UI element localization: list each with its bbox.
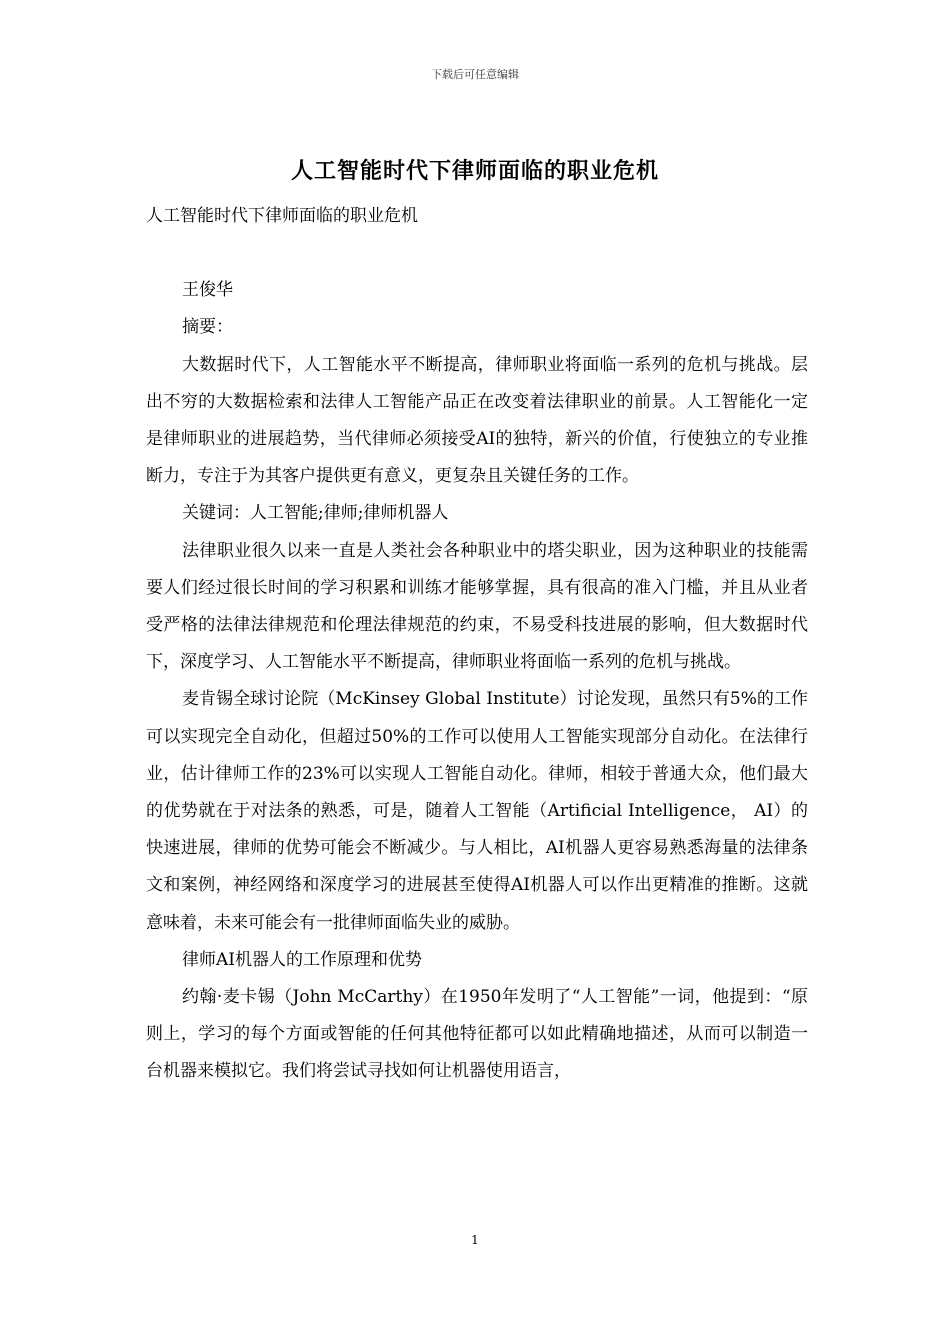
- subtitle: 人工智能时代下律师面临的职业危机: [146, 206, 418, 226]
- page-title: 人工智能时代下律师面临的职业危机: [290, 158, 659, 184]
- body-paragraph: 麦肯锡全球讨论院（McKinsey Global Institute）讨论发现，虽然只有5%的工作可以实现完全自动化，但超过50%的工作可以使用人工智能实现部分自动化。在法律行业，估计律师工作的23%可以实现人工智能自动化。律师，相较于普通大众，他们最大的优势就在于对法条的熟悉，可是，随着人工智能（Artificial Intelligence， AI）的快速进展，律师的优势可能会不断减少。与人相比，AI机器人更容易熟悉海量的法律条文和案例，神经网络和深度学习的进展甚至使得AI机器人可以作出更精准的推断。这就意味着，未来可能会有一批律师面临失业的威胁。: [146, 689, 808, 933]
- abstract-label: 摘要：: [182, 317, 233, 338]
- document-body: [146, 198, 808, 1091]
- body-paragraph: 法律职业很久以来一直是人类社会各种职业中的塔尖职业，因为这种职业的技能需要人们经过很长时间的学习积累和训练才能够掌握，具有很高的准入门槛，并且从业者受严格的法律法律规范和伦理法律规范的约束，不易受科技进展的影响，但大数据时代下，深度学习、人工智能水平不断提高，律师职业将面临一系列的危机与挑战。: [146, 540, 808, 673]
- page-number: 1: [471, 1233, 479, 1247]
- keywords: 关键词：人工智能;律师;律师机器人: [182, 503, 449, 524]
- blank-line: [146, 235, 808, 272]
- abstract-paragraph: 大数据时代下，人工智能水平不断提高，律师职业将面临一系列的危机与挑战。层出不穷的大数据检索和法律人工智能产品正在改变着法律职业的前景。人工智能化一定是律师职业的进展趋势，当代律师必须接受AI的独特，新兴的价值，行使独立的专业推断力，专注于为其客户提供更有意义，更复杂且关键任务的工作。: [146, 354, 808, 487]
- author: 王俊华: [182, 280, 233, 301]
- section-heading: 律师AI机器人的工作原理和优势: [182, 949, 422, 970]
- body-paragraph: 约翰·麦卡锡（John McCarthy）在1950年发明了“人工智能”一词，他提到：“原则上，学习的每个方面或智能的任何其他特征都可以如此精确地描述，从而可以制造一台机器来模拟它。我们将尝试寻找如何让机器使用语言，: [146, 987, 808, 1082]
- header-note: 下载后可任意编辑: [431, 68, 519, 81]
